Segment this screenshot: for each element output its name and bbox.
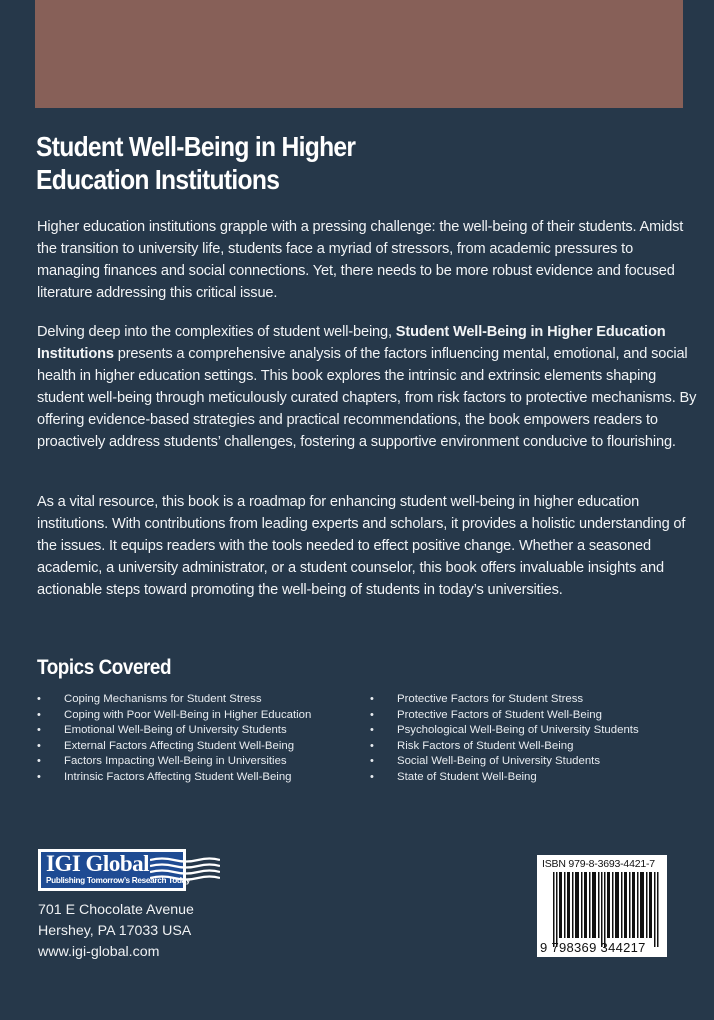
publisher-address <box>38 900 194 963</box>
bullet-icon: • <box>37 739 41 752</box>
topic-item <box>37 692 311 708</box>
topic-item <box>37 708 311 724</box>
bullet-icon: • <box>37 770 41 783</box>
book-title <box>36 130 476 196</box>
topics-heading: Topics Covered <box>37 656 172 679</box>
topic-label: External Factors Affecting Student Well-Being <box>64 739 295 752</box>
bullet-icon: • <box>370 724 374 737</box>
paragraph-2-bold-title: Student Well-Being in Higher Education Institutions <box>37 324 666 362</box>
topic-label: Emotional Well-Being of University Students <box>64 724 287 737</box>
bullet-icon: • <box>370 693 374 705</box>
barcode-icon <box>553 872 661 947</box>
address-line-2: Hershey, PA 17033 USA <box>38 923 192 939</box>
isbn-label: ISBN 979-8-3693-4421-7 <box>542 858 655 870</box>
topic-label: Factors Impacting Well-Being in Universities <box>64 755 287 768</box>
topic-label: Protective Factors of Student Well-Being <box>397 708 602 721</box>
cover-top-band <box>35 0 683 108</box>
bullet-icon: • <box>37 708 41 721</box>
book-title-line-2: Education Institutions <box>36 164 280 195</box>
topic-label: Social Well-Being of University Students <box>397 755 601 768</box>
logo-waves-icon <box>150 856 220 884</box>
book-title-line-1: Student Well-Being in Higher <box>36 131 356 162</box>
paragraph-2-start: Delving deep into the complexities of student well-being, <box>37 324 396 340</box>
topic-label: Risk Factors of Student Well-Being <box>397 739 574 752</box>
description-paragraph-2 <box>37 321 697 453</box>
publisher-logo-tagline: Publishing Tomorrow’s Research Today <box>46 876 191 885</box>
publisher-website: www.igi-global.com <box>38 944 160 960</box>
bullet-icon: • <box>37 693 41 705</box>
bullet-icon: • <box>370 770 374 783</box>
topic-item <box>370 754 639 770</box>
topic-item <box>370 708 639 724</box>
topic-label: Psychological Well-Being of University Students <box>397 724 639 737</box>
topic-label: State of Student Well-Being <box>397 770 537 783</box>
topic-label: Coping Mechanisms for Student Stress <box>64 693 262 705</box>
topic-item <box>37 723 311 739</box>
topic-item <box>370 739 639 755</box>
publisher-logo-name: IGI Global <box>46 851 150 876</box>
topic-item <box>370 692 639 708</box>
description-paragraph-1: Higher education institutions grapple with a pressing challenge: the well-being of their students. Amidst the transition to university life, students face a myriad of stressors, from academic pressures to managing finances and social connections. Yet, there needs to be more robust evidence and focused literature addressing this critical issue. <box>37 219 684 301</box>
topic-label: Protective Factors for Student Stress <box>397 693 584 705</box>
topic-label: Coping with Poor Well-Being in Higher Education <box>64 708 312 721</box>
description-paragraph-3: As a vital resource, this book is a roadmap for enhancing student well-being in higher education institutions. With contributions from leading experts and scholars, it provides a holistic understanding of the issues. It equips readers with the tools needed to effect positive change. Whether a seasoned academic, a university administrator, or a student counselor, this book offers invaluable insights and actionable steps toward promoting the well-being of students in today’s universities. <box>37 494 686 598</box>
bullet-icon: • <box>370 708 374 721</box>
topic-item <box>370 723 639 739</box>
topic-item <box>37 770 311 786</box>
isbn-barcode <box>537 855 667 957</box>
bullet-icon: • <box>37 755 41 768</box>
topic-item <box>37 754 311 770</box>
bullet-icon: • <box>370 755 374 768</box>
address-line-1: 701 E Chocolate Avenue <box>38 902 194 918</box>
barcode-digits: 9 798369 344217 <box>540 940 646 955</box>
bullet-icon: • <box>37 724 41 737</box>
bullet-icon: • <box>370 739 374 752</box>
topics-list-right <box>370 692 639 786</box>
topic-item <box>37 739 311 755</box>
topic-label: Intrinsic Factors Affecting Student Well-Being <box>64 770 292 783</box>
topics-list-left <box>37 692 311 786</box>
topic-item <box>370 770 639 786</box>
paragraph-2-end: presents a comprehensive analysis of the factors influencing mental, emotional, and social health in higher education settings. This book explores the intrinsic and extrinsic elements shaping student well-being through meticulously curated chapters, from risk factors to protective mechanisms. By offering evidence-based strategies and practical recommendations, the book empowers readers to proactively address students’ challenges, fostering a supportive environment conducive to flourishing. <box>37 346 697 450</box>
